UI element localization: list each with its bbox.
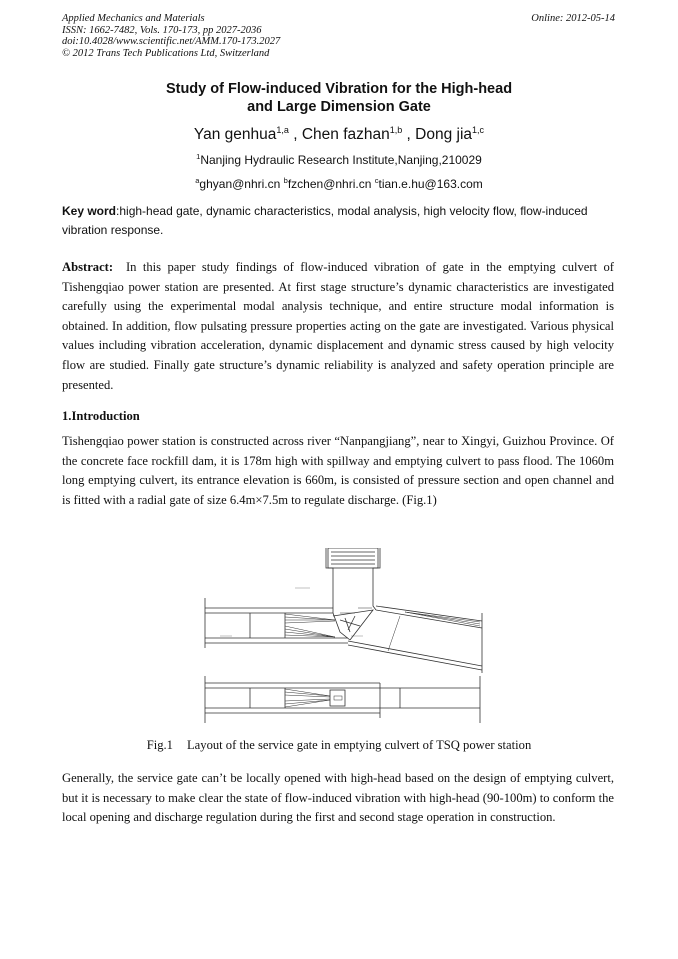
journal-info xyxy=(62,13,280,59)
author-name: Chen fazhan xyxy=(301,126,390,143)
figure-caption xyxy=(0,738,678,753)
issn-line: ISSN: 1662-7482, Vols. 170-173, pp 2027-2036 xyxy=(62,24,262,36)
author-sup: 1,b xyxy=(389,125,403,135)
email-sup: b xyxy=(283,176,288,185)
copyright-line: © 2012 Trans Tech Publications Ltd, Switzerland xyxy=(62,47,270,59)
keywords-label: Key word xyxy=(62,204,117,218)
author-sup: 1,a xyxy=(276,125,289,135)
email-list xyxy=(0,176,678,191)
section-heading: 1.Introduction xyxy=(62,409,140,423)
abstract-text: In this paper study findings of flow-induced vibration of gate in the emptying culvert of Tishengqiao power station are presented. At first stage structure’s dynamic characteristics are investigated carefully using the experimental modal analysis technique, and entire structure modal information is obtained. In addition, flow pulsating pressure properties acting on the gate are investigated. Various physical values including vibration acceleration, dynamic displacement and dynamic stress caused by high velocity flow are studied. Finally gate structure’s dynamic reliability is analyzed and safety operation principle are presented. xyxy=(62,260,614,392)
title-line-1: Study of Flow-induced Vibration for the High-head xyxy=(165,81,513,97)
email-sup: a xyxy=(195,176,200,185)
title-line-2: and Large Dimension Gate xyxy=(247,99,431,115)
keywords xyxy=(62,202,614,240)
figure-layout-drawing xyxy=(200,548,485,733)
intro-paragraph: Tishengqiao power station is constructed across river “Nanpangjiang”, near to Xingyi, Guizhou Province. Of the concrete face rockfill dam, it is 178m high with spillway and emptying culvert to pass flood. The 1060m long emptying culvert, its entrance elevation is 660m, is consisted of pressure section and open channel and is fitted with a radial gate of size 6.4m×7.5m to regulate discharge. (Fig.1) xyxy=(62,434,614,507)
affiliation-sup: 1 xyxy=(196,152,201,161)
keywords-separator: : xyxy=(116,204,120,218)
author-name: Dong jia xyxy=(415,126,473,143)
author-name: Yan genhua xyxy=(193,126,277,143)
author-sup: 1,c xyxy=(472,125,485,135)
email-sup: c xyxy=(374,176,379,185)
culvert-drawing xyxy=(200,548,485,733)
email-link[interactable]: ghyan@nhri.cn xyxy=(199,177,281,191)
journal-name: Applied Mechanics and Materials xyxy=(62,13,205,24)
affiliation-text: Nanjing Hydraulic Research Institute,Nanjing,210029 xyxy=(200,153,482,167)
figure-caption-text: Layout of the service gate in emptying culvert of TSQ power station xyxy=(186,738,532,752)
keywords-text: high-head gate, dynamic characteristics, modal analysis, high velocity flow, flow-induced vibration response. xyxy=(62,204,588,237)
author-list: Yan genhua$^{1,a}$ , Chen fazhan$^{1,b}$ , Dong jia$^{1,c}$ xyxy=(193,125,485,143)
affiliation xyxy=(0,152,678,167)
online-date: Online: 2012-05-14 xyxy=(531,13,615,24)
doi-line: doi:10.4028/www.scientific.net/AMM.170-173.2027 xyxy=(62,36,281,47)
abstract xyxy=(62,258,614,395)
paper-title xyxy=(0,80,678,116)
email-link[interactable]: fzchen@nhri.cn xyxy=(287,177,372,191)
abstract-label: Abstract: xyxy=(62,260,114,274)
body-paragraph: Generally, the service gate can’t be locally opened with high-head based on the design of emptying culvert, but it is necessary to make clear the state of flow-induced vibration with high-head (90-100m) to conform the local opening and discharge regulation during the first and second stage operation in construction. xyxy=(62,771,614,825)
email-link[interactable]: tian.e.hu@163.com xyxy=(378,177,483,191)
figure-number: Fig.1 xyxy=(146,738,173,752)
